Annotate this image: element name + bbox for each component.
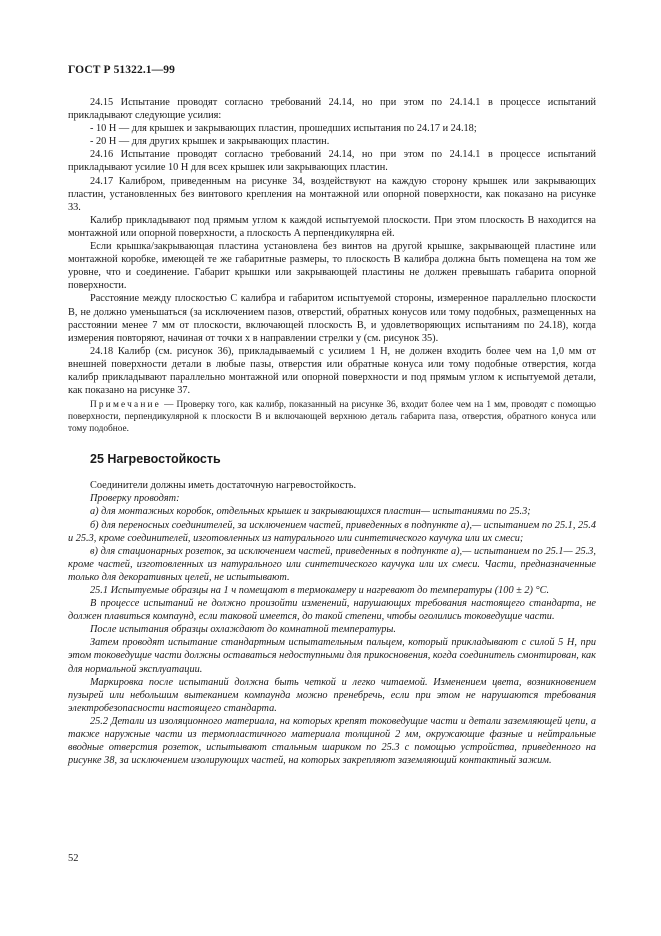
page-number: 52 — [68, 853, 79, 864]
document-id-header: ГОСТ Р 51322.1—99 — [68, 64, 175, 76]
document-body — [68, 96, 596, 767]
clause-24-17-gauge-angle: Калибр прикладывают под прямым углом к каждой испытуемой плоскости. При этом плоскость B находится на монтажной или опорной поверхности, а плоскость A перпендикулярна ей. — [68, 214, 596, 239]
clause-25-1-cooling: После испытания образцы охлаждают до комнатной температуры. — [90, 624, 396, 636]
clause-24-16: 24.16 Испытание проводят согласно требований 24.14, но при этом по 24.14.1 в процессе испытаний прикладывают усилие 10 Н для всех крышек или закрывающих пластин. — [68, 149, 596, 174]
note — [68, 399, 596, 435]
clause-25-1: 25.1 Испытуемые образцы на 1 ч помещают в термокамеру и нагревают до температуры (100 ± 2) °С. — [90, 585, 550, 596]
clause-24-15-item-b: - 20 Н — для других крышек и закрывающих пластин. — [90, 136, 330, 148]
note-text: — Проверку того, как калибр, показанный на рисунке 36, входит более чем на 1 мм, проводят с помощью поверхности, перпендикулярной к плоскости B и включающей верхнюю деталь габарита паза, отверстия, обратного конуса или тому подобное. — [68, 400, 596, 435]
clause-24-17: 24.17 Калибром, приведенным на рисунке 34, воздействуют на каждую сторону крышек или закрывающих пластин, установленных без винтового крепления на монтажной или опорной поверхности, как показано на рисунке 33. — [68, 175, 596, 213]
section-25-item-a: а) для монтажных коробок, отдельных крышек и закрывающихся пластин— испытаниями по 25.3; — [90, 506, 531, 518]
clause-25-2: 25.2 Детали из изоляционного материала, на которых крепят токоведущие части и детали заземляющей цепи, а также наружные части из термопластичного материала толщиной 2 мм, окружающие фазные и нейтральные вводные отверстия розеток, испытывают стальным шариком по 25.3 с помощью устройства, приведенного на рисунке 38, за исключением изолирующих частей, на которых закрепляют заземляющий контактный зажим. — [68, 715, 596, 767]
section-25-item-c: в) для стационарных розеток, за исключением частей, приведенных в подпункте а),— испытанием по 25.1— 25.3, кроме частей, изготовленных из натурального или синтетического каучука или их смеси. Части, предназначенные только для декоративных целей, не испытывают. — [68, 545, 596, 583]
clause-25-1-marking: Маркировка после испытаний должна быть четкой и легко читаемой. Изменением цвета, возникновением пузырей или небольшим вытеканием компаунда можно пренебречь, если при этом не нарушаются требования электробезопасности настоящего стандарта. — [68, 676, 596, 714]
section-25-check-lead: Проверку проводят: — [90, 493, 180, 505]
section-25-italic-block — [68, 492, 596, 767]
clause-24-15: 24.15 Испытание проводят согласно требований 24.14, но при этом по 24.14.1 в процессе испытаний прикладывают следующие усилия: — [68, 97, 596, 122]
clause-25-1-requirements: В процессе испытаний не должно произойти изменений, нарушающих требования настоящего стандарта, не должен плавиться компаунд, если таковой имеется, до такой степени, чтобы оголились токоведущие части. — [68, 598, 596, 623]
section-title-25: 25 Нагревостойкость — [90, 452, 221, 467]
clause-24-15-item-a: - 10 Н — для крышек и закрывающих пластин, прошедших испытания по 24.17 и 24.18; — [90, 123, 477, 135]
clause-24-18: 24.18 Калибр (см. рисунок 36), прикладываемый с усилием 1 Н, не должен входить более чем на 1,0 мм от внешней поверхности детали в любые пазы, отверстия или обратные конуса или тому подобные отверстия, когда калибр прикладывают параллельно монтажной или опорной поверхности и под прямым углом к испытуемой детали, как показано на рисунке 37. — [68, 345, 596, 397]
clause-24-17-distance: Расстояние между плоскостью C калибра и габаритом испытуемой стороны, измеренное параллельно плоскости B, не должно уменьшаться (за исключением пазов, отверстий, обратных конусов или тому подобных, размещенных на расстоянии менее 7 мм от плоскости, включающей плоскость B, и удовлетворяющих испытаниям по 24.18), когда измерения повторяют, начиная от точки x в направлении стрелки y (см. рисунок 35). — [68, 293, 596, 344]
section-25-item-b: б) для переносных соединителей, за исключением частей, приведенных в подпункте а),— испытанием по 25.1, 25.4 и 25.3, кроме соединителей, изготовленных из натурального или синтетического каучука или их смеси; — [68, 519, 596, 544]
note-label: Примечание — [90, 400, 161, 411]
clause-25-1-finger-test: Затем проводят испытание стандартным испытательным пальцем, который прикладывают с силой 5 Н, при этом токоведущие части должны оставаться недоступными для прикосновения, когда соединитель смонтирован, как для нормальной эксплуатации. — [68, 637, 596, 675]
section-25-intro: Соединители должны иметь достаточную нагревостойкость. — [90, 480, 357, 492]
clause-24-17-cover-level: Если крышка/закрывающая пластина установлена без винтов на другой крышке, закрывающей пластине или монтажной коробке, имеющей те же габаритные размеры, то плоскость B калибра должна быть помещена на том же уровне, что и соединение. Габарит крышки или закрывающей пластины не должен превышать габарита опорной поверхности. — [68, 241, 596, 292]
